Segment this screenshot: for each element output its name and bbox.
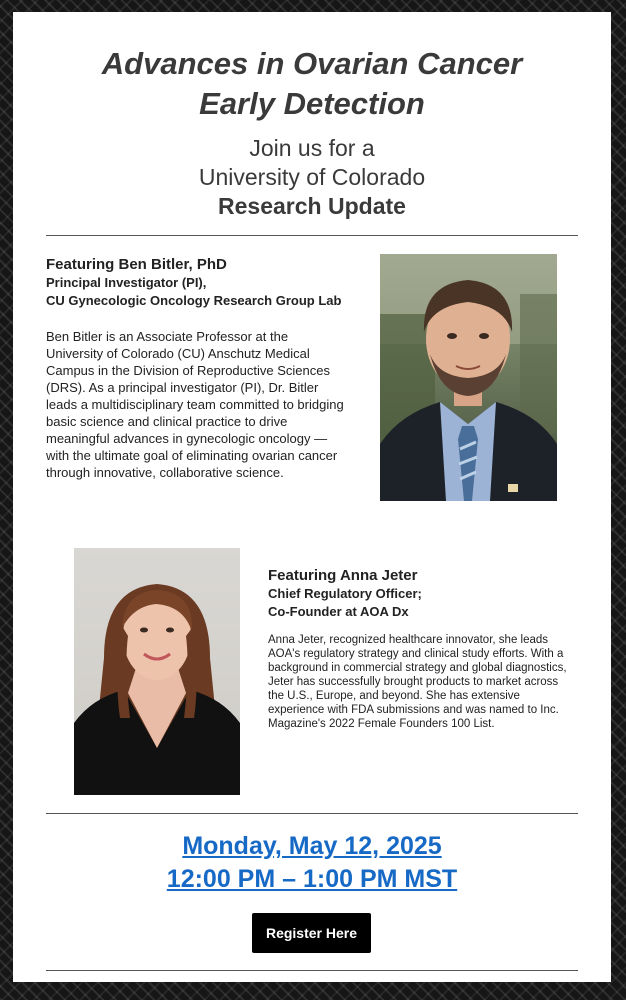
event-time-link[interactable]: 12:00 PM – 1:00 PM MST <box>166 865 458 893</box>
divider-top <box>46 235 578 236</box>
speaker-1-bio: Ben Bitler is an Associate Professor at the University of Colorado (CU) Anschutz Medical Campus in the Division of Reproductive Sciences (DRS). As a principal investigator (PI), Dr. Bitler leads a multidisciplinary team committed to bridging basic science and clinical practice to drive meaningful advances in gynecologic oncology — with the ultimate goal of eliminating ovarian cancer through innovative, collaborative science. <box>46 329 344 480</box>
speaker-1-role-line-2: CU Gynecologic Oncology Research Group Lab <box>46 293 342 308</box>
speaker-2-name: Featuring Anna Jeter <box>268 567 418 584</box>
speaker-1-info <box>46 255 346 481</box>
register-button[interactable]: Register Here <box>252 913 371 953</box>
subtitle-line-1: Join us for a <box>249 135 375 161</box>
subtitle <box>13 134 611 221</box>
email-card <box>13 12 611 982</box>
page-title <box>13 44 611 124</box>
event-date-link[interactable]: Monday, May 12, 2025 <box>182 832 442 860</box>
speaker-2-info <box>268 566 568 731</box>
speaker-2-bio: Anna Jeter, recognized healthcare innovator, she leads AOA's regulatory strategy and clinical study efforts. With a background in commercial strategy and global diagnostics, Jeter has successfully brought products to market across the U.S., Europe, and beyond. She has extensive experience with FDA submissions and was named to Inc. Magazine's 2022 Female Founders 100 List. <box>268 634 567 730</box>
speaker-1-photo <box>380 254 557 501</box>
speaker-1-role-line-1: Principal Investigator (PI), <box>46 275 207 290</box>
subtitle-line-3: Research Update <box>218 193 406 219</box>
event-details <box>13 830 611 896</box>
subtitle-line-2: University of Colorado <box>198 164 426 190</box>
divider-middle <box>46 813 578 814</box>
speaker-2-role-line-2: Co-Founder at AOA Dx <box>268 604 409 619</box>
title-line-1: Advances in Ovarian Cancer <box>101 46 523 81</box>
divider-bottom <box>46 970 578 971</box>
speaker-2-role-line-1: Chief Regulatory Officer; <box>268 586 422 601</box>
title-line-2: Early Detection <box>199 86 425 121</box>
speaker-2-photo <box>74 548 240 795</box>
speaker-1-name: Featuring Ben Bitler, PhD <box>46 256 227 273</box>
